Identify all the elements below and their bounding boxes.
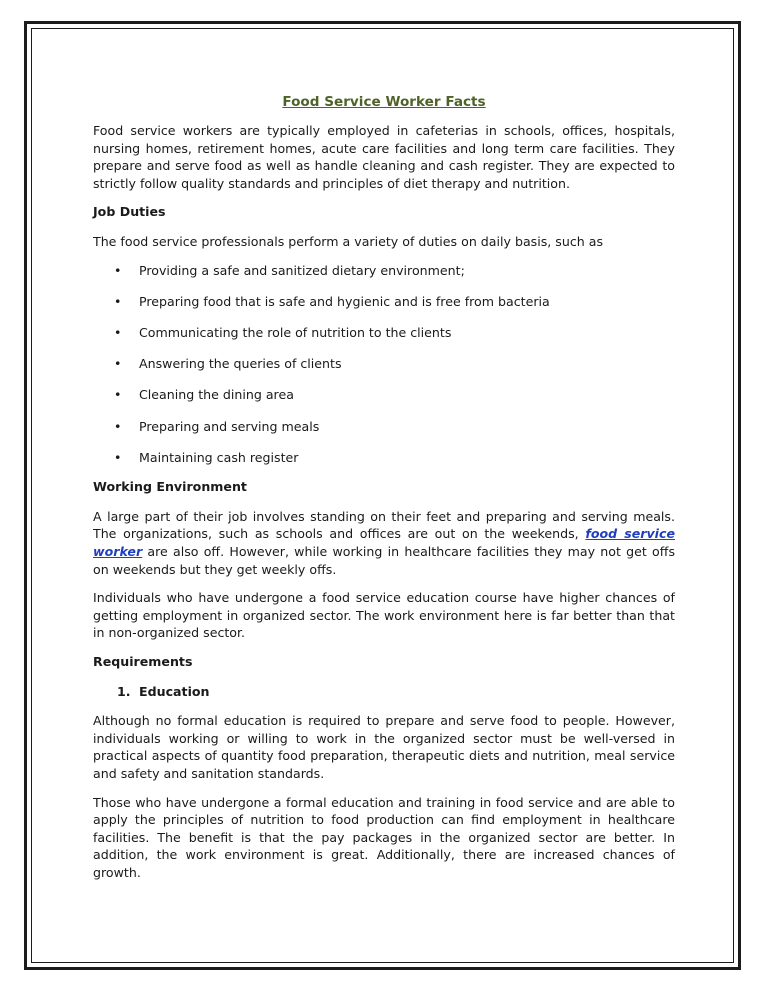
education-label: Education	[139, 683, 210, 699]
list-item-text: Answering the queries of clients	[139, 356, 342, 372]
bullet-icon: •	[114, 324, 122, 340]
working-environment-heading: Working Environment	[93, 479, 247, 495]
bullet-icon: •	[114, 449, 122, 465]
list-item-text: Providing a safe and sanitized dietary environment;	[139, 262, 465, 278]
page-title: Food Service Worker Facts	[282, 94, 486, 110]
education-number: 1.	[117, 683, 131, 699]
working-environment-paragraph-1	[93, 508, 675, 578]
job-duties-heading: Job Duties	[93, 204, 166, 220]
working-environment-text-before-link: A large part of their job involves standing on their feet and preparing and serving meals. The organizations, such as schools and offices are out on the weekends,	[93, 508, 675, 542]
list-item	[93, 386, 675, 404]
list-item	[93, 449, 675, 467]
bullet-icon: •	[114, 262, 122, 278]
list-item-text: Preparing food that is safe and hygienic and is free from bacteria	[139, 293, 550, 309]
list-item-text: Preparing and serving meals	[139, 418, 320, 434]
bullet-icon: •	[114, 387, 122, 403]
job-duties-list	[93, 262, 675, 467]
food-service-worker-link[interactable]: food service worker	[93, 526, 675, 560]
list-item	[93, 355, 675, 373]
working-environment-text-after-link: are also off. However, while working in healthcare facilities they may not get offs on weekends but they get weekly offs.	[93, 544, 675, 577]
list-item	[93, 324, 675, 342]
education-subheading	[93, 683, 675, 701]
bullet-icon: •	[114, 418, 122, 434]
requirements-heading: Requirements	[93, 654, 193, 670]
bullet-icon: •	[114, 356, 122, 372]
bullet-icon: •	[114, 293, 122, 309]
list-item-text: Cleaning the dining area	[139, 387, 294, 403]
document-body	[93, 93, 675, 893]
intro-paragraph: Food service workers are typically employed in cafeterias in schools, offices, hospitals, nursing homes, retirement homes, acute care facilities and long term care facilities. They prepare and serve food as well as handle cleaning and cash register. They are expected to strictly follow quality standards and principles of diet therapy and nutrition.	[93, 123, 675, 191]
list-item-text: Communicating the role of nutrition to the clients	[139, 324, 452, 340]
list-item	[93, 418, 675, 436]
list-item	[93, 262, 675, 280]
education-paragraph-2: Those who have undergone a formal education and training in food service and are able to apply the principles of nutrition to food production can find employment in healthcare facilities. The benefit is that the pay packages in the organized sector are better. In addition, the work environment is great. Additionally, there are increased chances of growth.	[93, 794, 675, 880]
working-environment-paragraph-2: Individuals who have undergone a food service education course have higher chances of getting employment in organized sector. The work environment here is far better than that in non-organized sector.	[93, 590, 675, 641]
education-paragraph-1: Although no formal education is required to prepare and serve food to people. However, individuals working or willing to work in the organized sector must be well-versed in practical aspects of quantity food preparation, therapeutic diets and nutrition, meal service and safety and sanitation standards.	[93, 713, 675, 781]
list-item-text: Maintaining cash register	[139, 449, 299, 465]
list-item	[93, 293, 675, 311]
job-duties-lead: The food service professionals perform a variety of duties on daily basis, such as	[93, 233, 604, 249]
